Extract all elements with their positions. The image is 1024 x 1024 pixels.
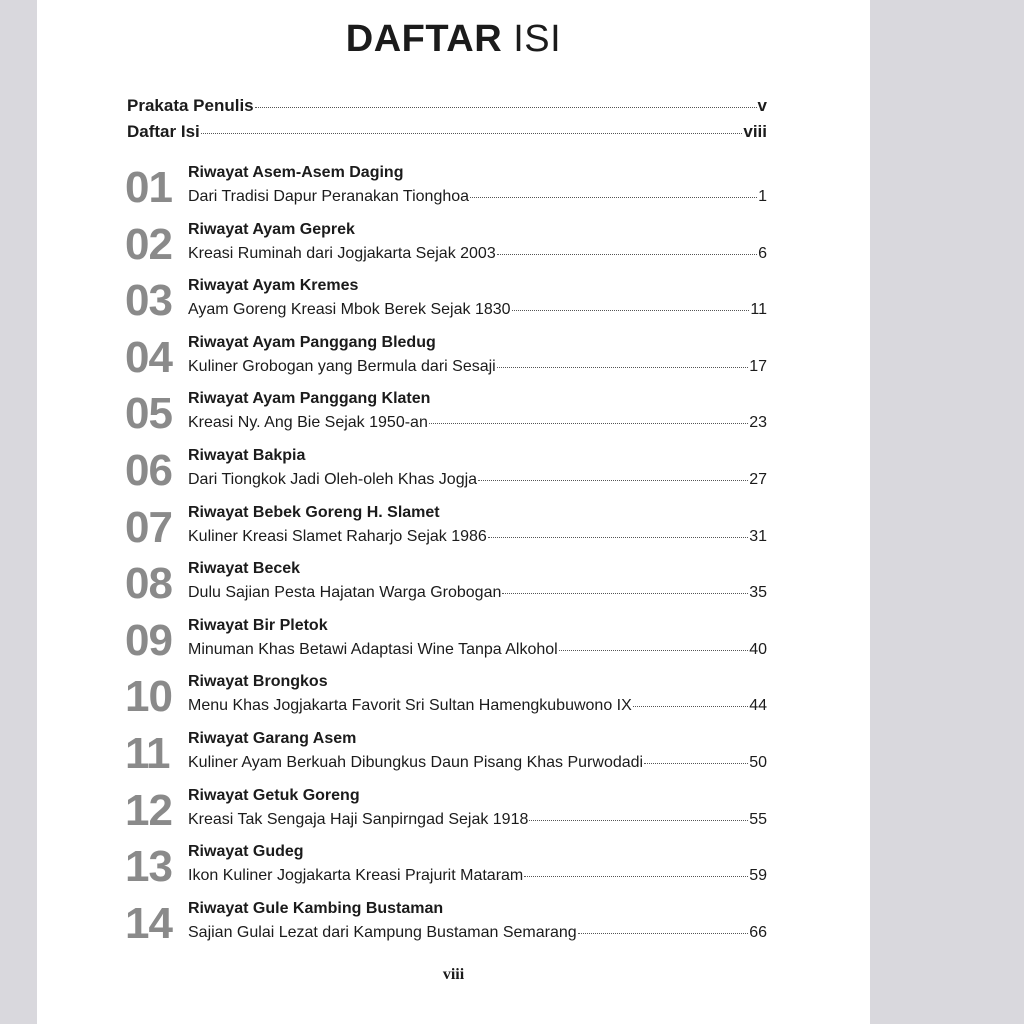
chapter-page: 66 — [749, 923, 767, 941]
chapter-subtitle: Kuliner Grobogan yang Bermula dari Sesaji — [188, 357, 496, 375]
dot-leader — [529, 820, 748, 821]
chapter-title: Riwayat Garang Asem — [188, 730, 357, 747]
dot-leader — [488, 537, 748, 538]
chapter-subtitle-line — [188, 414, 767, 432]
chapter-page: 55 — [749, 810, 767, 828]
chapter-page: 31 — [749, 527, 767, 545]
chapter-title: Riwayat Getuk Goreng — [188, 786, 360, 804]
book-page — [37, 0, 870, 1024]
chapter-page: 1 — [758, 188, 767, 205]
chapter-subtitle: Kuliner Kreasi Slamet Raharjo Sejak 1986 — [188, 527, 487, 545]
chapter-title: Riwayat Gudeg — [188, 843, 304, 861]
toc-entry[interactable] — [125, 164, 767, 218]
chapter-page: 11 — [750, 301, 767, 319]
chapter-number: 04 — [125, 332, 172, 382]
chapter-number: 11 — [125, 729, 170, 778]
chapter-number: 05 — [125, 389, 172, 439]
chapter-subtitle: Kreasi Ruminah dari Jogjakarta Sejak 2003 — [188, 244, 496, 262]
chapter-page: 50 — [749, 754, 767, 771]
chapter-number: 13 — [125, 842, 172, 892]
dot-leader — [201, 133, 743, 134]
toc-entry[interactable] — [125, 730, 767, 784]
toc-entry[interactable] — [125, 560, 767, 614]
toc-entry[interactable] — [125, 504, 767, 558]
chapter-page: 40 — [749, 640, 767, 658]
toc-front-item[interactable] — [127, 122, 767, 142]
chapter-subtitle-line — [188, 754, 767, 772]
chapter-title: Riwayat Bebek Goreng H. Slamet — [188, 503, 440, 521]
chapter-number: 01 — [125, 163, 172, 212]
chapter-subtitle-line — [188, 358, 767, 376]
chapter-page: 59 — [749, 867, 767, 885]
chapter-subtitle-line — [188, 528, 767, 546]
dot-leader — [497, 367, 748, 368]
dot-leader — [644, 763, 748, 764]
chapter-page: 44 — [749, 697, 767, 715]
chapter-number: 03 — [125, 276, 172, 326]
chapter-subtitle: Dari Tradisi Dapur Peranakan Tionghoa — [188, 188, 470, 205]
chapter-page: 23 — [749, 414, 767, 432]
chapter-title: Riwayat Ayam Geprek — [188, 220, 355, 238]
toc-front-item[interactable] — [127, 96, 767, 116]
dot-leader — [512, 310, 750, 311]
dot-leader — [502, 593, 748, 594]
front-item-page: viii — [743, 122, 767, 141]
dot-leader — [524, 876, 748, 877]
chapter-subtitle: Kreasi Tak Sengaja Haji Sanpirngad Sejak 1918 — [188, 810, 529, 828]
chapter-page: 6 — [758, 244, 767, 262]
page-title — [37, 18, 870, 61]
chapter-number: 07 — [125, 502, 172, 552]
chapter-title: Riwayat Ayam Kremes — [188, 277, 359, 295]
dot-leader — [578, 933, 749, 934]
chapter-subtitle-line — [188, 245, 767, 263]
chapter-subtitle: Menu Khas Jogjakarta Favorit Sri Sultan Hamengkubuwono IX — [188, 697, 632, 715]
chapter-subtitle-line — [188, 641, 767, 659]
chapter-number: 14 — [125, 898, 172, 948]
chapter-subtitle: Minuman Khas Betawi Adaptasi Wine Tanpa Alkohol — [188, 640, 558, 658]
toc-entry[interactable] — [125, 787, 767, 841]
chapter-subtitle-line — [188, 924, 767, 942]
chapter-title: Riwayat Bakpia — [188, 447, 306, 464]
chapter-page: 17 — [749, 357, 767, 375]
chapter-number: 10 — [125, 672, 172, 722]
chapter-subtitle-line — [188, 471, 767, 489]
toc-entry[interactable] — [125, 390, 767, 444]
toc-entry[interactable] — [125, 447, 767, 501]
chapter-page: 27 — [749, 471, 767, 488]
toc-entry[interactable] — [125, 617, 767, 671]
chapter-subtitle: Sajian Gulai Lezat dari Kampung Bustaman Semarang — [188, 923, 577, 941]
dot-leader — [478, 480, 748, 481]
toc-entry[interactable] — [125, 277, 767, 331]
dot-leader — [255, 107, 757, 108]
chapter-subtitle: Ayam Goreng Kreasi Mbok Berek Sejak 1830 — [188, 301, 511, 319]
chapter-number: 08 — [125, 559, 172, 609]
front-item-page: v — [757, 96, 767, 115]
chapter-subtitle: Dari Tiongkok Jadi Oleh-oleh Khas Jogja — [188, 471, 478, 488]
chapter-subtitle-line — [188, 584, 767, 602]
chapter-title: Riwayat Brongkos — [188, 673, 328, 691]
dot-leader — [470, 197, 757, 198]
chapter-subtitle-line — [188, 697, 767, 715]
front-item-label: Daftar Isi — [127, 122, 200, 141]
chapter-number: 12 — [125, 785, 172, 835]
chapter-title: Riwayat Bir Pletok — [188, 616, 328, 634]
chapter-number: 09 — [125, 615, 172, 665]
dot-leader — [497, 254, 757, 255]
dot-leader — [429, 423, 748, 424]
title-light: ISI — [513, 18, 562, 60]
chapter-title: Riwayat Ayam Panggang Bledug — [188, 333, 436, 351]
chapter-subtitle-line — [188, 188, 767, 206]
chapter-number: 02 — [125, 219, 172, 269]
chapter-subtitle: Ikon Kuliner Jogjakarta Kreasi Prajurit Mataram — [188, 867, 524, 885]
dot-leader — [633, 706, 748, 707]
chapter-number: 06 — [125, 446, 172, 495]
chapter-title: Riwayat Ayam Panggang Klaten — [188, 390, 431, 408]
chapter-subtitle-line — [188, 867, 767, 885]
front-item-label: Prakata Penulis — [127, 96, 254, 115]
toc-entry[interactable] — [125, 334, 767, 388]
toc-entry[interactable] — [125, 843, 767, 897]
toc-entry[interactable] — [125, 900, 767, 954]
chapter-subtitle: Kreasi Ny. Ang Bie Sejak 1950-an — [188, 414, 428, 432]
chapter-subtitle: Dulu Sajian Pesta Hajatan Warga Grobogan — [188, 584, 502, 602]
chapter-title: Riwayat Gule Kambing Bustaman — [188, 899, 444, 917]
chapter-page: 35 — [749, 584, 767, 602]
title-bold: DAFTAR — [345, 18, 503, 60]
toc-entry[interactable] — [125, 221, 767, 275]
chapter-subtitle-line — [188, 301, 767, 319]
chapter-title: Riwayat Asem-Asem Daging — [188, 164, 404, 181]
page-number: viii — [442, 966, 465, 983]
chapter-title: Riwayat Becek — [188, 560, 301, 578]
toc-entry[interactable] — [125, 673, 767, 727]
dot-leader — [559, 650, 749, 651]
chapter-subtitle: Kuliner Ayam Berkuah Dibungkus Daun Pisang Khas Purwodadi — [188, 754, 644, 771]
chapter-subtitle-line — [188, 811, 767, 829]
